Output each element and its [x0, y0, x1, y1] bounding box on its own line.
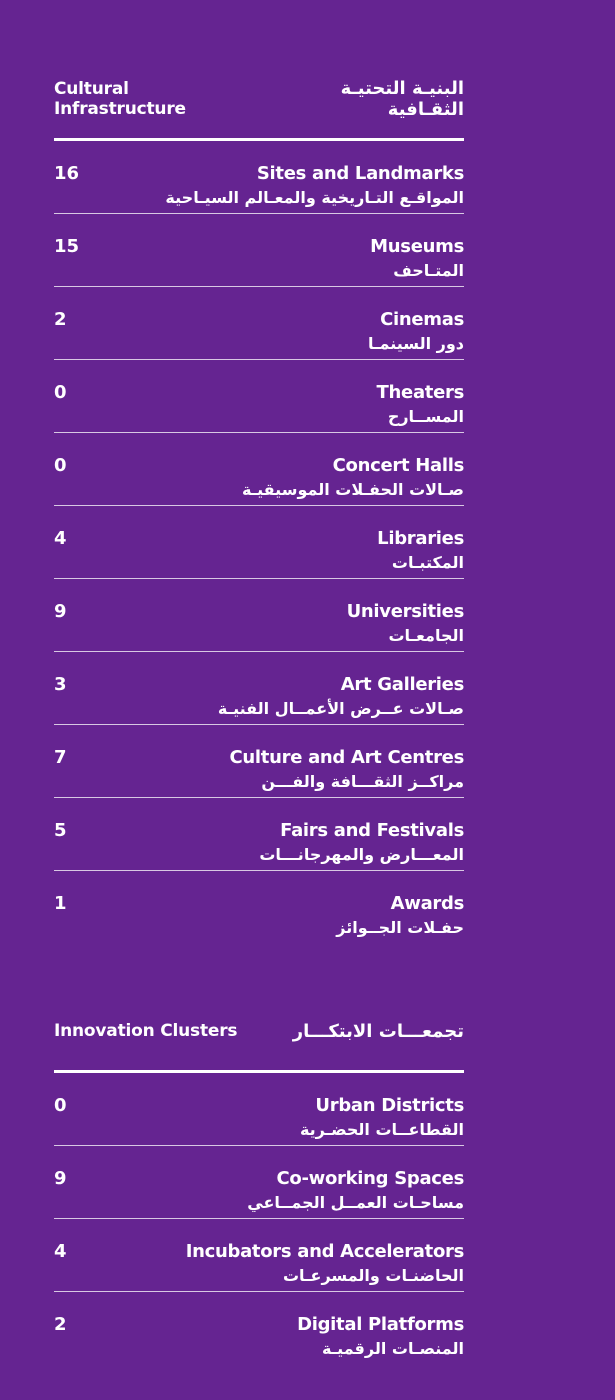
list-item	[54, 359, 464, 432]
item-label-en: Fairs and Festivals	[280, 820, 464, 841]
section-header	[54, 78, 464, 120]
item-label-en: Urban Districts	[315, 1095, 464, 1116]
item-label-ar: المنصـات الرقميـة	[322, 1339, 464, 1358]
section-title-en: Cultural Infrastructure	[54, 79, 186, 119]
item-label-ar: صـالات الحفـلات الموسيقيـة	[241, 480, 464, 499]
item-count: 1	[54, 893, 67, 914]
item-label-en: Universities	[346, 601, 464, 622]
list-item	[54, 1073, 464, 1145]
item-label-en: Digital Platforms	[297, 1314, 464, 1335]
item-label-ar: صـالات عــرض الأعمــال الفنيـة	[217, 699, 464, 718]
list-item	[54, 505, 464, 578]
list-item	[54, 1218, 464, 1291]
item-count: 4	[54, 1241, 67, 1262]
item-label-ar: دور السينمـا	[368, 334, 464, 353]
item-label-ar: الحاضنـات والمسرعـات	[282, 1266, 464, 1285]
item-label-ar: المســارح	[387, 407, 464, 426]
item-label-en: Culture and Art Centres	[229, 747, 464, 768]
item-count: 7	[54, 747, 67, 768]
item-label-ar: المتـاحف	[393, 261, 464, 280]
item-label-en: Cinemas	[380, 309, 464, 330]
list-item	[54, 724, 464, 797]
item-count: 16	[54, 163, 80, 184]
list-item	[54, 432, 464, 505]
cultural-list	[54, 141, 464, 943]
item-count: 5	[54, 820, 67, 841]
list-item	[54, 651, 464, 724]
item-label-en: Sites and Landmarks	[256, 163, 464, 184]
cultural-infrastructure-section	[54, 78, 464, 943]
list-item	[54, 141, 464, 213]
item-count: 0	[54, 1095, 67, 1116]
item-label-en: Co-working Spaces	[276, 1168, 464, 1189]
item-label-ar: المعـــارض والمهرجانـــات	[259, 845, 464, 864]
item-count: 2	[54, 1314, 67, 1335]
section-header	[54, 1014, 464, 1048]
list-item	[54, 213, 464, 286]
item-label-en: Incubators and Accelerators	[185, 1241, 464, 1262]
item-label-en: Art Galleries	[340, 674, 464, 695]
item-label-en: Theaters	[376, 382, 464, 403]
item-count: 9	[54, 1168, 67, 1189]
item-label-en: Museums	[370, 236, 464, 257]
item-count: 9	[54, 601, 67, 622]
item-label-ar: مراكــز الثقـــافة والفـــن	[261, 772, 464, 791]
section-title-en: Innovation Clusters	[54, 1021, 238, 1041]
item-label-ar: مساحـات العمــل الجمــاعي	[247, 1193, 464, 1212]
item-label-en: Libraries	[377, 528, 464, 549]
list-item	[54, 797, 464, 870]
section-title-ar: تجمعـــات الابتكـــار	[292, 1020, 464, 1042]
item-count: 4	[54, 528, 67, 549]
item-label-ar: حفـلات الجــوائز	[336, 918, 464, 937]
item-count: 0	[54, 455, 67, 476]
list-item	[54, 870, 464, 943]
list-item	[54, 1291, 464, 1364]
item-label-ar: الجامعـات	[388, 626, 464, 645]
item-label-ar: المواقـع التـاريخية والمعـالم السيـاحية	[165, 188, 464, 207]
item-label-ar: المكتبـات	[391, 553, 464, 572]
item-count: 3	[54, 674, 67, 695]
item-count: 2	[54, 309, 67, 330]
list-item	[54, 286, 464, 359]
section-title-ar: البنيـة التحتيـة الثقـافية	[340, 78, 464, 120]
list-item	[54, 1145, 464, 1218]
item-label-en: Concert Halls	[332, 455, 464, 476]
item-count: 0	[54, 382, 67, 403]
item-label-ar: القطاعــات الحضـرية	[299, 1120, 464, 1139]
list-item	[54, 578, 464, 651]
innovation-list	[54, 1073, 464, 1364]
item-label-en: Awards	[390, 893, 464, 914]
item-count: 15	[54, 236, 80, 257]
innovation-clusters-section	[54, 1014, 464, 1364]
